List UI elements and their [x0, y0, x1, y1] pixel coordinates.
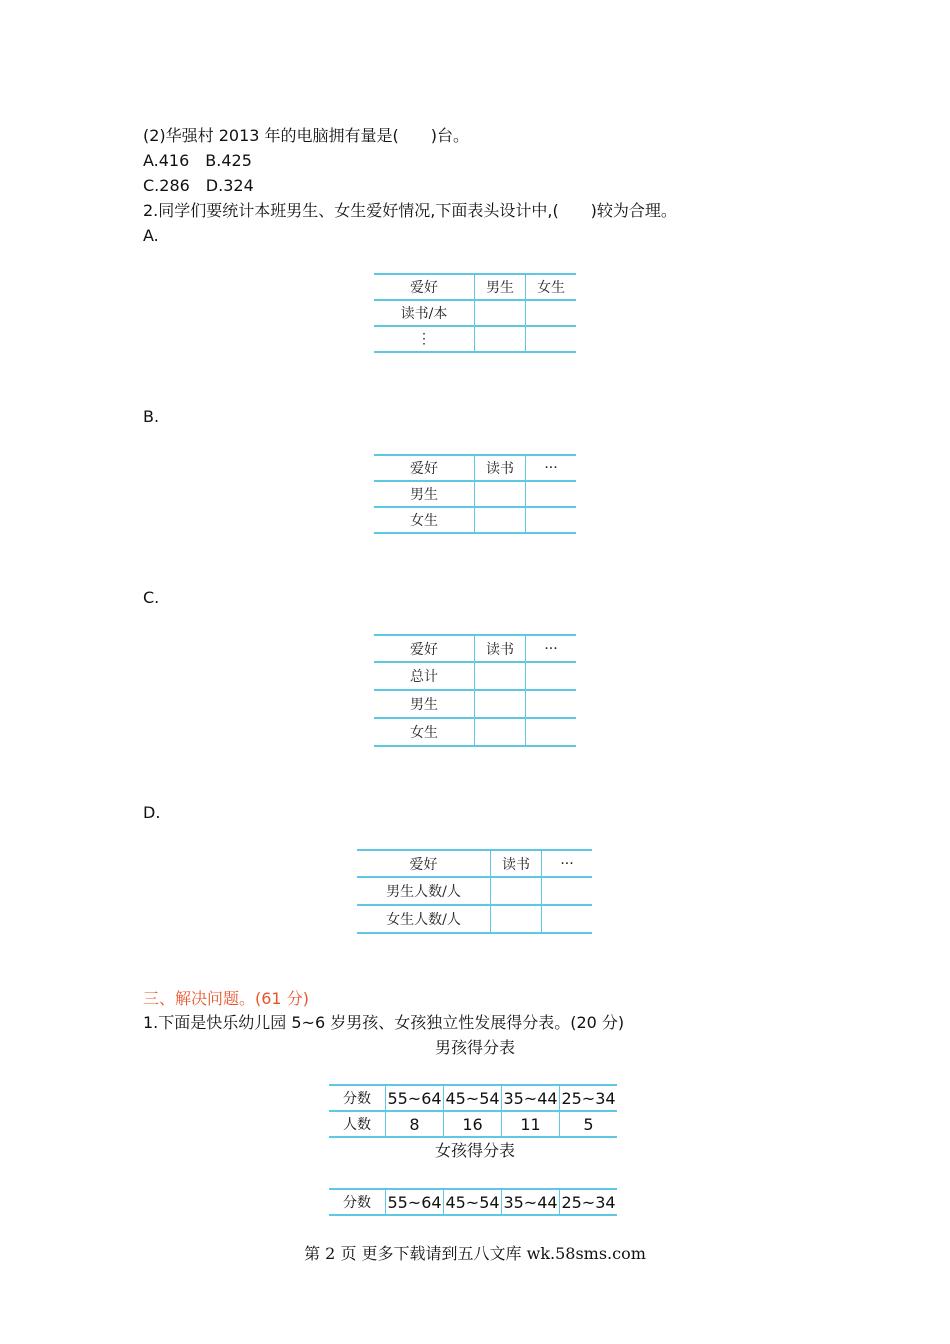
table-cell [491, 877, 542, 905]
table-cell [526, 690, 577, 718]
table-cell [526, 481, 577, 507]
option-b-label: B. [143, 407, 160, 426]
table-cell [475, 507, 526, 533]
table-cell: 男生 [374, 481, 475, 507]
table-cell: 爱好 [374, 635, 475, 662]
table-cell [475, 481, 526, 507]
table-cell: 总计 [374, 662, 475, 690]
table-cell: 16 [444, 1111, 502, 1137]
girls-table-title: 女孩得分表 [434, 1141, 515, 1160]
option-d-table [357, 849, 592, 934]
table-cell [526, 662, 577, 690]
table-cell: 分数 [329, 1189, 386, 1215]
table-cell: 男生人数/人 [357, 877, 491, 905]
table-cell: 35~44 [502, 1085, 560, 1111]
table-cell [475, 300, 526, 326]
option-d-label: D. [143, 803, 161, 822]
option-b-table [374, 454, 576, 534]
table-cell [526, 300, 577, 326]
table-cell: 男生 [374, 690, 475, 718]
table-cell: 55~64 [386, 1085, 444, 1111]
section-3-question-1: 1.下面是快乐幼儿园 5~6 岁男孩、女孩独立性发展得分表。(20 分) [143, 1013, 625, 1032]
question-1-options-cd: C.286 D.324 [143, 176, 254, 195]
table-cell: ··· [526, 635, 577, 662]
option-a-table [374, 273, 576, 353]
boys-score-table [329, 1084, 617, 1138]
option-a-label: A. [143, 226, 159, 245]
table-cell: ⋮ [374, 326, 475, 352]
boys-table-title: 男孩得分表 [434, 1038, 515, 1057]
table-cell: 女生 [526, 274, 577, 300]
table-cell: 读书/本 [374, 300, 475, 326]
page-footer: 第 2 页 更多下载请到五八文库 wk.58sms.com [304, 1244, 646, 1263]
table-cell [475, 718, 526, 746]
table-cell [475, 326, 526, 352]
table-cell: 25~34 [560, 1085, 618, 1111]
table-cell [526, 718, 577, 746]
table-cell: 分数 [329, 1085, 386, 1111]
table-cell: 女生人数/人 [357, 905, 491, 933]
table-cell: 5 [560, 1111, 618, 1137]
table-cell: 8 [386, 1111, 444, 1137]
question-1-options-ab: A.416 B.425 [143, 151, 252, 170]
table-cell: 女生 [374, 507, 475, 533]
table-cell: 爱好 [374, 274, 475, 300]
section-3-heading: 三、解决问题。(61 分) [143, 989, 309, 1008]
table-cell: 55~64 [386, 1189, 444, 1215]
table-cell: 人数 [329, 1111, 386, 1137]
question-1-part-2: (2)华强村 2013 年的电脑拥有量是( )台。 [143, 126, 470, 145]
girls-score-table [329, 1188, 617, 1216]
table-cell: ··· [526, 455, 577, 481]
table-cell: 35~44 [502, 1189, 560, 1215]
table-cell: 女生 [374, 718, 475, 746]
table-cell [491, 905, 542, 933]
table-cell [475, 662, 526, 690]
table-cell [526, 507, 577, 533]
table-cell [526, 326, 577, 352]
table-cell: 男生 [475, 274, 526, 300]
table-cell: 读书 [475, 455, 526, 481]
table-cell: 爱好 [357, 850, 491, 877]
table-cell: 45~54 [444, 1085, 502, 1111]
table-cell [542, 905, 593, 933]
table-cell: 25~34 [560, 1189, 618, 1215]
table-cell: 爱好 [374, 455, 475, 481]
table-cell: 读书 [491, 850, 542, 877]
question-2-text: 2.同学们要统计本班男生、女生爱好情况,下面表头设计中,( )较为合理。 [143, 201, 677, 220]
table-cell: 11 [502, 1111, 560, 1137]
table-cell: ··· [542, 850, 593, 877]
option-c-table [374, 634, 576, 747]
table-cell [542, 877, 593, 905]
option-c-label: C. [143, 588, 160, 607]
table-cell [475, 690, 526, 718]
table-cell: 45~54 [444, 1189, 502, 1215]
table-cell: 读书 [475, 635, 526, 662]
